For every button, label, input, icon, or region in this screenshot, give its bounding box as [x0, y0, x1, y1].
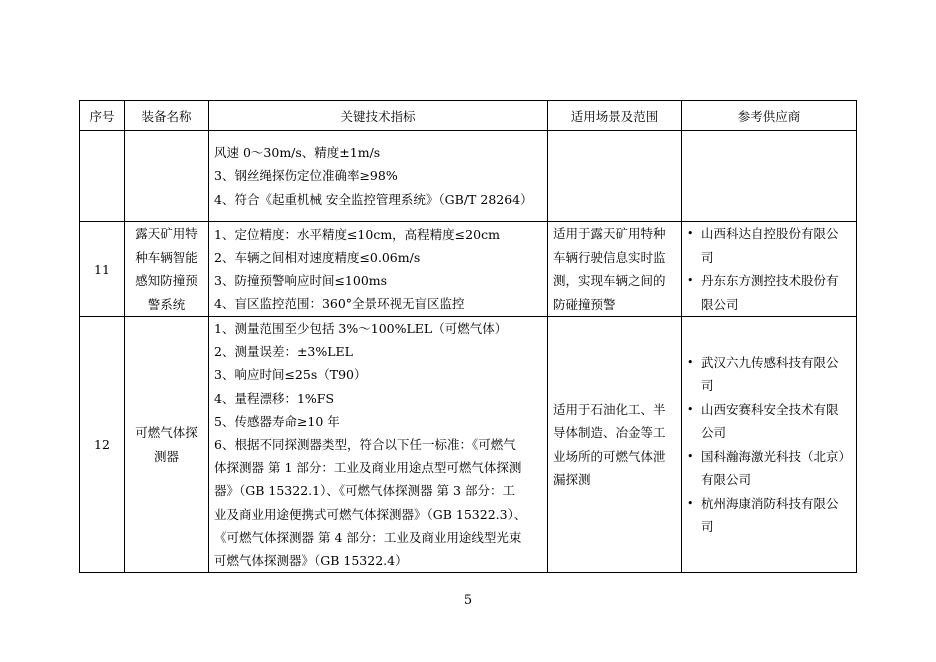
tech-line: 3、钢丝绳探伤定位准确率≥98% [214, 168, 398, 184]
supplier-line: 司 [701, 519, 714, 535]
supplier-line: 限公司 [701, 296, 739, 312]
supplier-line: 山西安赛科安全技术有限 [701, 401, 839, 417]
header-reference-suppliers: 参考供应商 [682, 101, 857, 131]
scenario-line: 漏探测 [553, 472, 591, 488]
tech-line: 2、车辆之间相对速度精度≤0.06m/s [214, 249, 421, 265]
reference-suppliers [682, 317, 857, 573]
tech-line: 体探测器 第 1 部分：工业及商业用途点型可燃气体探测 [214, 460, 522, 476]
equipment-name-line: 种车辆智能 [135, 249, 198, 265]
list-item [687, 398, 851, 445]
tech-line: 2、测量误差：±3%LEL [214, 344, 353, 360]
tech-line: 业及商业用途便携式可燃气体探测器》（GB 15322.3）、 [214, 506, 527, 522]
list-item [687, 445, 851, 492]
equipment-name-line: 警系统 [147, 296, 186, 312]
tech-line: 器》（GB 15322.1）、《可燃气体探测器 第 3 部分：工 [214, 483, 515, 499]
tech-line: 可燃气体探测器》（GB 15322.4） [214, 553, 408, 569]
page-number: 5 [463, 593, 473, 608]
row-number: 12 [80, 317, 125, 573]
scenario-scope [548, 317, 682, 573]
tech-specs [209, 131, 548, 222]
tech-line: 3、响应时间≤25s（T90） [214, 367, 367, 383]
list-item [687, 269, 851, 316]
tech-line: 1、定位精度：水平精度≤10cm，高程精度≤20cm [214, 226, 500, 242]
tech-specs [209, 222, 548, 317]
equipment-name-line: 感知防撞预 [135, 273, 198, 288]
header-scenario-scope: 适用场景及范围 [548, 101, 682, 131]
equipment-name [125, 222, 209, 317]
tech-line: 4、盲区监控范围：360°全景环视无盲区监控 [214, 296, 465, 312]
header-key-tech-specs: 关键技术指标 [209, 101, 548, 131]
scenario-line: 导体制造、冶金等工 [553, 425, 666, 441]
supplier-list [687, 351, 851, 539]
tech-line: 4、量程漂移：1%FS [214, 390, 335, 406]
scenario-line: 业场所的可燃气体泄 [553, 448, 666, 464]
tech-line: 《可燃气体探测器 第 4 部分：工业及商业用途线型光束 [214, 529, 522, 545]
supplier-line: 丹东东方测控技术股份有 [701, 273, 839, 288]
bullet-icon: • [687, 355, 694, 369]
bullet-icon: • [687, 449, 694, 463]
supplier-line: 司 [701, 249, 714, 265]
supplier-line: 司 [701, 378, 714, 394]
tech-line: 5、传感器寿命≥10 年 [214, 413, 340, 429]
scenario-line: 适用于露天矿用特种 [553, 226, 666, 241]
row-number: 11 [80, 222, 125, 317]
reference-suppliers [682, 222, 857, 317]
tech-specs [209, 317, 548, 573]
tech-line: 6、根据不同探测器类型，符合以下任一标准：《可燃气 [214, 437, 516, 453]
row-number [80, 131, 125, 222]
supplier-line: 武汉六九传感科技有限公 [701, 354, 839, 370]
table-row [80, 222, 857, 317]
table-header-row [80, 101, 857, 131]
supplier-line: 国科瀚海激光科技（北京） [701, 448, 852, 464]
scenario-line: 车辆行驶信息实时监 [553, 249, 666, 265]
supplier-line: 山西科达自控股份有限公 [701, 226, 839, 241]
bullet-icon: • [687, 496, 694, 510]
header-equipment-name: 装备名称 [125, 101, 209, 131]
scenario-scope [548, 131, 682, 222]
scenario-line: 防碰撞预警 [553, 296, 616, 312]
table-row [80, 317, 857, 573]
equipment-name-line: 测器 [153, 448, 179, 464]
list-item [687, 351, 851, 398]
supplier-line: 杭州海康消防科技有限公 [701, 495, 839, 511]
scenario-line: 适用于石油化工、半 [553, 401, 666, 417]
bullet-icon: • [687, 274, 694, 287]
supplier-line: 有限公司 [701, 472, 752, 488]
equipment-name-line: 可燃气体探 [135, 425, 198, 441]
supplier-line: 公司 [701, 425, 727, 441]
table-row [80, 131, 857, 222]
bullet-icon: • [687, 227, 694, 240]
list-item [687, 492, 851, 539]
scenario-scope [548, 222, 682, 317]
tech-line: 3、防撞预警响应时间≤100ms [214, 273, 388, 288]
equipment-name-line: 露天矿用特 [135, 226, 198, 241]
bullet-icon: • [687, 402, 694, 416]
equipment-name [125, 317, 209, 573]
equipment-spec-table [79, 100, 857, 573]
equipment-name [125, 131, 209, 222]
header-no: 序号 [80, 101, 125, 131]
scenario-line: 测，实现车辆之间的 [553, 273, 666, 288]
tech-line: 1、测量范围至少包括 3%～100%LEL（可燃气体） [214, 321, 508, 336]
list-item [687, 222, 851, 269]
tech-line: 4、符合《起重机械 安全监控管理系统》（GB/T 28264） [214, 191, 533, 207]
supplier-list [687, 222, 851, 316]
reference-suppliers [682, 131, 857, 222]
tech-line: 风速 0～30m/s、精度±1m/s [214, 145, 381, 161]
